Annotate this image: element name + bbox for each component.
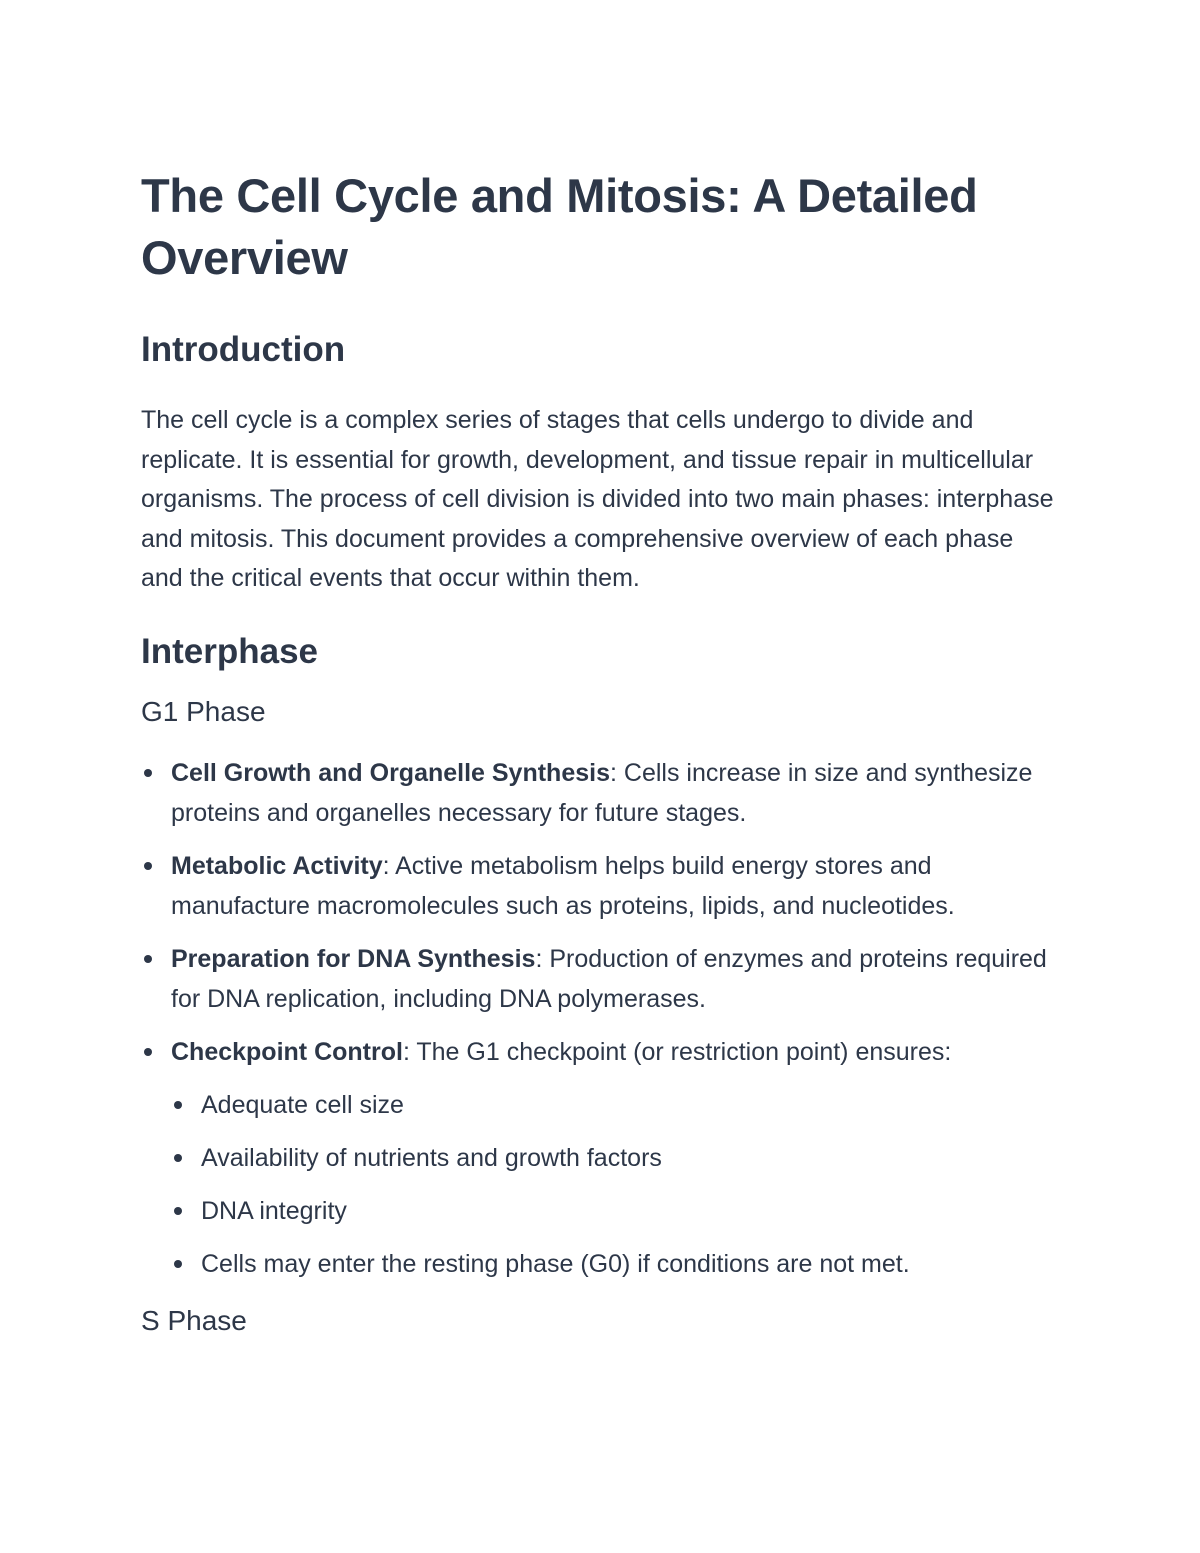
introduction-heading: Introduction <box>141 330 346 369</box>
list-item-term: Checkpoint Control <box>171 1037 403 1066</box>
sublist-item: Adequate cell size <box>171 1085 1061 1125</box>
list-item-term: Preparation for DNA Synthesis <box>171 944 536 973</box>
sublist-item: DNA integrity <box>171 1191 1061 1231</box>
list-item <box>141 846 1061 926</box>
list-item-term: Metabolic Activity <box>171 851 383 880</box>
list-item-text: : The G1 checkpoint (or restriction point) ensures: <box>402 1037 952 1066</box>
list-item-term: Cell Growth and Organelle Synthesis <box>171 758 610 787</box>
g1-phase-list <box>141 753 1061 1284</box>
list-item <box>141 753 1061 833</box>
sublist-item: Cells may enter the resting phase (G0) if conditions are not met. <box>171 1244 1061 1284</box>
s-phase-heading: S Phase <box>141 1304 247 1336</box>
g1-phase-heading: G1 Phase <box>141 695 266 727</box>
list-item-text: : Active metabolism helps build energy stores and manufacture macromolecules such as proteins, lipids, and nucleotides. <box>171 851 955 920</box>
sublist-item: Availability of nutrients and growth factors <box>171 1138 1061 1178</box>
document-page <box>141 165 1061 1340</box>
checkpoint-sublist <box>171 1085 1061 1284</box>
list-item-text: : Production of enzymes and proteins required for DNA replication, including DNA polymerases. <box>171 944 1047 1013</box>
introduction-paragraph: The cell cycle is a complex series of stages that cells undergo to divide and replicate. It is essential for growth, development, and tissue repair in multicellular organisms. The process of cell division is divided into two main phases: interphase and mitosis. This document provides a comprehensive overview of each phase and the critical events that occur within them. <box>141 406 1054 593</box>
document-title: The Cell Cycle and Mitosis: A Detailed Overview <box>141 169 978 284</box>
list-item <box>141 939 1061 1019</box>
interphase-heading: Interphase <box>141 631 318 671</box>
list-item-text: : Cells increase in size and synthesize proteins and organelles necessary for future stages. <box>171 758 1033 827</box>
list-item <box>141 1032 1061 1284</box>
